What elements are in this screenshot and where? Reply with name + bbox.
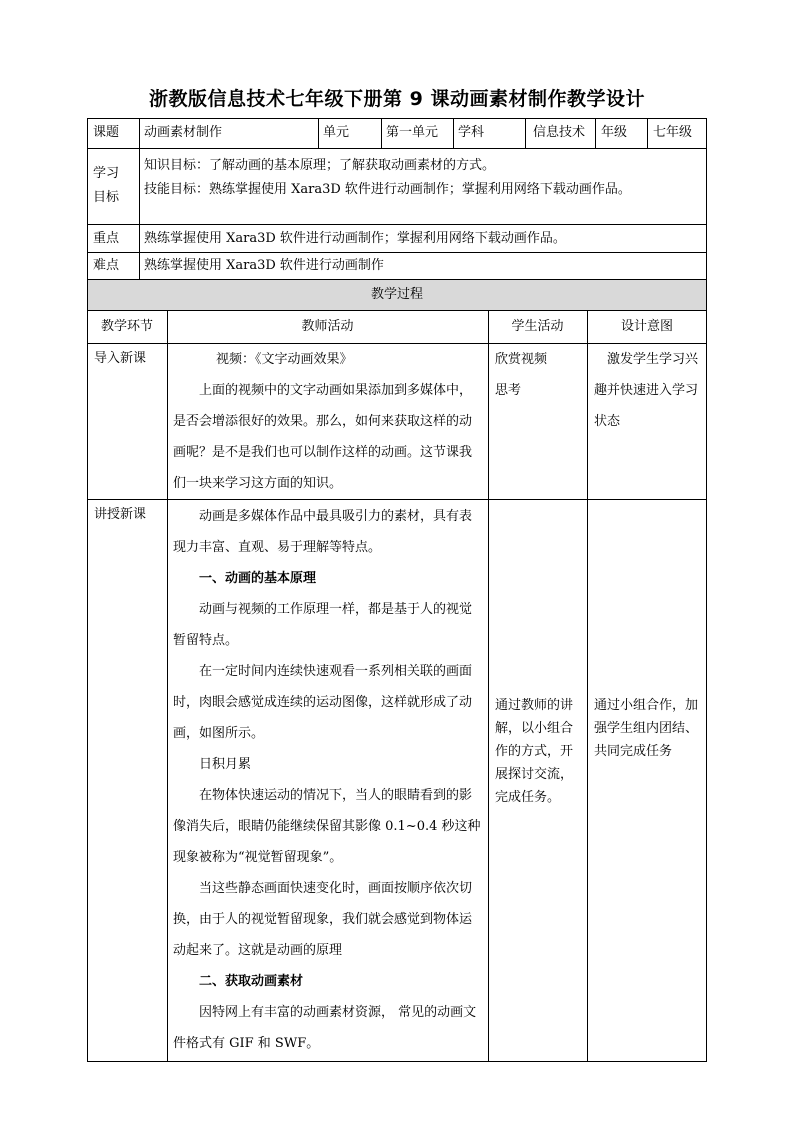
lecture-heading: 二、获取动画素材 [199,974,304,989]
intro-teacher-paragraph: 上面的视频中的文字动画如果添加到多媒体中，是否会增添很好的效果。那么，如何来获取这样的动画呢？是不是我们也可以制作这样的动画。这节课我们一块来学习这方面的知识。 [173,383,473,491]
difficulty-text: 熟练掌握使用 Xara3D 软件进行动画制作 [144,258,384,273]
col-divider [453,118,454,148]
lecture-heading: 一、动画的基本原理 [199,571,317,586]
intro-student [495,344,583,406]
lecture-stage: 讲授新课 [94,507,147,522]
process-header: 教学过程 [370,287,423,302]
label-goals: 学习目标 [93,166,120,205]
lecture-paragraph: 动画与视频的工作原理一样，都是基于人的视觉暂留特点。 [173,602,473,648]
page-title: 浙教版信息技术七年级下册第 9 课动画素材制作教学设计 [149,88,645,110]
label-difficulty: 难点 [93,258,120,273]
lecture-student: 通过教师的讲解，以小组合作的方式，开展探讨交流，完成任务。 [495,698,574,805]
key-point-text: 熟练掌握使用 Xara3D 软件进行动画制作；掌握利用网络下载动画作品。 [144,231,566,246]
col-divider [488,310,489,1061]
col-divider [587,310,588,1061]
row-divider [87,279,707,280]
lecture-paragraph: 因特网上有丰富的动画素材资源， 常见的动画文件格式有 GIF 和 SWF。 [173,1005,477,1051]
col-header-stage: 教学环节 [100,319,153,334]
lecture-paragraph: 当这些静态画面快速变化时，画面按顺序依次切换，由于人的视觉暂留现象，我们就会感觉到物体运动起来了。这就是动画的原理 [173,881,473,958]
lecture-paragraph: 动画是多媒体作品中最具吸引力的素材，具有表现力丰富、直观、易于理解等特点。 [173,509,473,555]
col-divider [381,118,382,148]
lecture-teacher [173,501,484,1059]
intro-student-item: 思考 [495,383,522,398]
label-unit: 单元 [323,125,350,140]
unit-value: 第一单元 [386,125,439,140]
row-divider [87,224,707,225]
intro-teacher [173,344,484,499]
row-divider [87,252,707,253]
lecture-paragraph: 在一定时间内连续快速观看一系列相关联的画面时，肉眼会感觉成连续的运动图像，这样就形成了动画，如图所示。 [173,664,473,741]
goal-knowledge: 知识目标：了解动画的基本原理；了解获取动画素材的方式。 [144,158,496,173]
col-header-teacher: 教师活动 [301,319,354,334]
table-border-bottom [87,1061,707,1062]
col-divider [167,310,168,1061]
row-divider [87,148,707,149]
col-divider [318,118,319,148]
table-border-left [87,118,88,1062]
col-header-student: 学生活动 [511,319,564,334]
subject-value: 信息技术 [533,125,586,140]
col-divider [139,118,140,148]
label-key-point: 重点 [93,231,120,246]
intro-stage: 导入新课 [94,351,147,366]
col-divider [595,118,596,148]
label-grade: 年级 [601,125,628,140]
lecture-intent: 通过小组合作，加强学生组内团结、共同完成任务 [594,698,699,759]
table-border-top [87,118,707,119]
intro-intent-text: 激发学生学习兴趣并快速进入学习状态 [594,352,699,429]
row-divider [87,499,707,500]
lecture-callout-title: 日积月累 [199,757,252,772]
topic-value: 动画素材制作 [144,125,223,140]
label-subject: 学科 [458,125,485,140]
goal-skill: 技能目标：熟练掌握使用 Xara3D 软件进行动画制作；掌握利用网络下载动画作品。 [144,182,631,197]
col-header-intent: 设计意图 [620,319,673,334]
intro-intent [594,344,702,437]
grade-value: 七年级 [653,125,693,140]
col-divider [525,118,526,148]
col-divider [139,148,140,279]
col-divider [647,118,648,148]
table-border-right [706,118,707,1062]
lesson-plan-table [87,118,707,1062]
row-divider [87,310,707,311]
label-topic: 课题 [93,125,120,140]
intro-video-line: 视频：《文字动画效果》 [216,352,353,367]
lecture-callout-text: 在物体快速运动的情况下，当人的眼睛看到的影像消失后，眼睛仍能继续保留其影像 0.1~0.4 秒这种现象被称为“视觉暂留现象”。 [173,788,481,865]
intro-student-item: 欣赏视频 [495,352,548,367]
